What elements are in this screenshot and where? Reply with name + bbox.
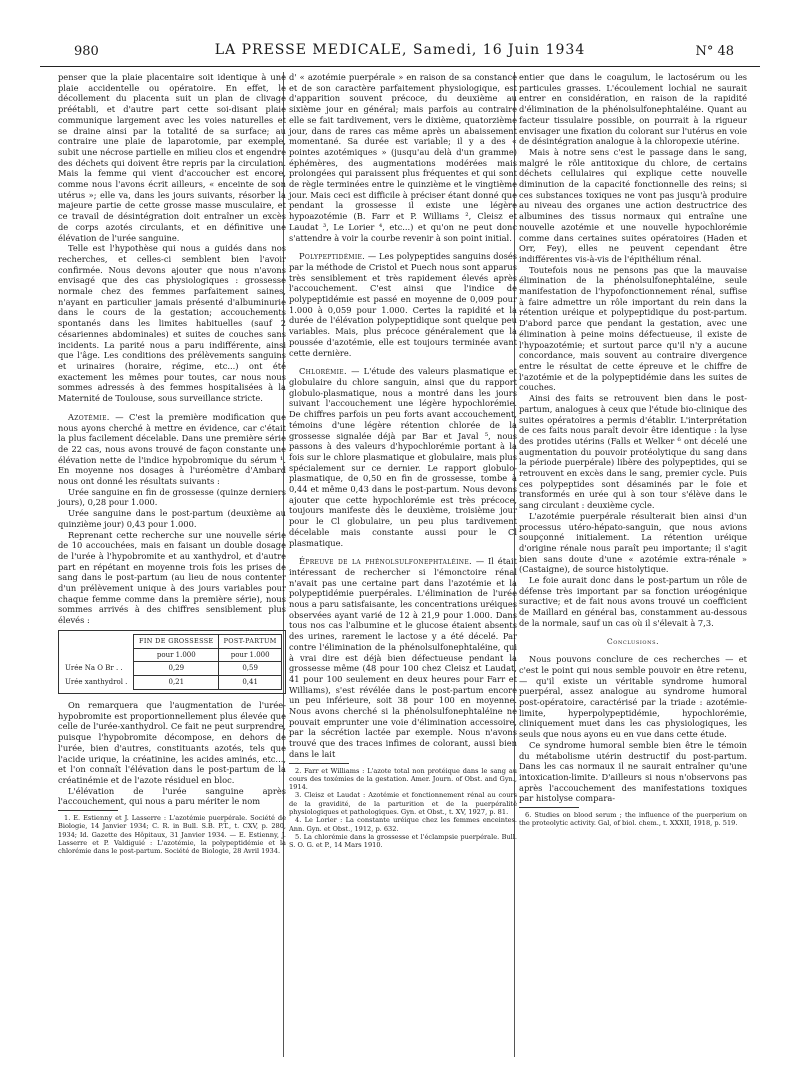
paragraph	[58, 412, 286, 487]
table-cell	[62, 648, 134, 662]
paragraph: Nous pouvons conclure de ces recherches — et c'est le point qui nous semble pouvoir en être retenu, — qu'il existe un véritable syndrome humoral puerpéral, assez analogue au syndrome humoral post-opératoire, caractérisé par la triade : azotémie-limite, hyperpolypeptidémie, hypochlorémie, cliniquement muet dans les cas physiologiques, les seuls que nous ayons eu en vue dans cette étude.	[519, 654, 747, 740]
paragraph-text: — C'est la première modification que nous ayons cherché à mettre en évidence, car c'était la plus facilement décelable. Dans une première série de 22 cas, nous avons trouvé de façon constante une élévation nette de l'indice hypobromique du sérum ¹. En moyenne nos dosages à l'uréomètre d'Ambard nous ont donné les résultats suivants :	[58, 411, 286, 487]
urea-table-frame	[58, 630, 286, 694]
paragraph-text: — Il était intéressant de rechercher si l'émonctoire rénal n'avait pas une certaine part dans l'azotémie et la polypeptidémie puerpérales. L'élimination de l'urée nous a paru satisfaisante, les concentrations uréiques observées ayant varié de 12 à 21,9 pour 1.000. Dans tous nos cas l'albumine et le glucose étaient absents des urines, rarement le lactose y a été décelé. Par contre l'élimination de la phénolsulfonephtaléine, qui à vrai dire est déjà bien défectueuse pendant la grossesse même (48 pour 100 chez Cleisz et Laudat, 41 pour 100 seulement en deux heures pour Farr et Williams), s'est révélée dans le post-partum encore un peu inférieure, soit 38 pour 100 en moyenne. Nous avons cherché si la phénolsulfonephtaléine ne pouvait emprunter une voie d'élimination accessoire, par la sécrétion lactée par exemple. Nous n'avons trouvé que des traces infimes de colorant, aussi bien dans le lait	[289, 556, 517, 759]
table-cell: 0,29	[134, 662, 219, 676]
column-2	[289, 72, 517, 850]
footnote: 5. La chlorémie dans la grossesse et l'éclampsie puerpérale. Bull. S. O. G. et P., 14 Mars 1910.	[289, 832, 517, 850]
table-cell: 0,59	[219, 662, 282, 676]
paragraph	[289, 556, 517, 759]
urea-table	[62, 634, 282, 690]
footnote-separator	[289, 763, 349, 764]
footnote: 1. E. Estienny et J. Lasserre : L'azotémie puerpérale. Société de Biologie, 14 Janvier 1934; C. R. in Bull. S.B. P.T., t. CXV, p. 280, 1934; Id. Gazette des Hôpitaux, 31 Janvier 1934. — E. Estienny, J. Lasserre et P. Valdiguié : L'azotémie, la polypeptidémie et la chlorémie dans le post-partum. Société de Biologie, 28 Avril 1934.	[58, 814, 286, 856]
paragraph	[289, 366, 517, 548]
table-row-label: Urée Na O Br . .	[65, 664, 123, 673]
paragraph	[289, 251, 517, 358]
footnote: 4. Le Lorier : La constante uréique chez les femmes enceintes. Ann. Gyn. et Obst., 1912, p. 632.	[289, 816, 517, 833]
paragraph: Le foie aurait donc dans le post-partum un rôle de défense très important par sa fonction uréogénique suractive; et de fait nous avons trouvé un coefficient de Maillard en général bas, constamment au-dessous de la normale, sauf un cas où il s'élevait à 7,3.	[519, 575, 747, 628]
paragraph: Ce syndrome humoral semble bien être le témoin du métabolisme utérin destructif du post-partum. Dans les cas normaux il ne saurait entraîner qu'une intoxication-limite. D'ailleurs si nous n'observons pas après l'accouchement des manifestations toxiques par histolyse compara-	[519, 739, 747, 804]
paragraph: Reprenant cette recherche sur une nouvelle série de 10 accouchées, mais en faisant un double dosage de l'urée à l'hypobromite et au xanthydrol, et d'autre part en répétant en moyenne trois fois les prises de sang dans le post-partum (au lieu de nous contenter d'un prélèvement unique à des jours variables pour chaque femme comme dans la première série), nous sommes arrivés à des chiffres sensiblement plus élevés :	[58, 529, 286, 626]
section-heading: Épreuve de la phénolsulfonephtaléine.	[299, 556, 472, 567]
paragraph-text: — Les polypeptides sanguins dosés par la méthode de Cristol et Puech nous sont apparus très sensiblement et très rapidement élevés après l'accouchement. C'est ainsi que l'indice de polypeptidémie est passé en moyenne de 0,009 pour 1.000 à 0,059 pour 1.000. Certes la rapidité et la durée de l'élévation polypeptidique sont quelque peu variables. Mais, plus précoce généralement que la poussée d'azotémie, elle est toujours terminée avant cette dernière.	[289, 251, 517, 358]
section-heading: Conclusions.	[606, 636, 660, 646]
paragraph: On remarquera que l'augmentation de l'urée-hypobromite est proportionnellement plus élevée que celle de l'urée-xanthydrol. Ce fait ne peut surprendre, puisque l'hypobromite décompose, en dehors de l'urée, bien d'autres, constituants azotés, tels que l'acide urique, la créatinine, les acides aminés, etc..., et l'on connaît l'élévation dans le post-partum de la créatinémie et de l'azote résiduel en bloc.	[58, 700, 286, 785]
table-header: POST-PARTUM	[219, 634, 282, 648]
footnote: 6. Studies on blood serum ; the influence of the puerperium on the proteolytic activity. Gal, of biol. chem., t. XXXII, 1918, p. 519.	[519, 811, 747, 828]
paragraph: penser que la plaie placentaire soit identique à une plaie accidentelle ou opératoire. En effet, le décollement du placenta suit un plan de clivage préétabli, et d'autre part cette soi-disant plaie communique largement avec les voies naturelles et se draine ainsi par la totalité de sa surface; au contraire une plaie de laparotomie, par exemple, subit une nécrose partielle en milieu clos et engendre des déchets qui doivent être repris par la circulation. Mais la femme qui vient d'accoucher est encore, comme nous l'avons écrit ailleurs, « enceinte de son utérus »; elle va, dans les jours suivants, résorber la majeure partie de cette grosse masse musculaire, et ce travail de désintégration doit entraîner un excès de corps azotés circulants, et en définitive une élévation de l'urée sanguine.	[58, 72, 286, 243]
column-3	[519, 72, 747, 828]
header-rule	[40, 66, 760, 67]
table-row-label: Urée xanthydrol .	[65, 678, 128, 687]
paragraph: L'élévation de l'urée sanguine après l'accouchement, qui nous a paru mériter le nom	[58, 785, 286, 807]
section-heading: Polypeptidémie.	[299, 251, 366, 262]
footnote-separator	[519, 807, 579, 808]
footnote-separator	[58, 810, 118, 811]
paragraph: d' « azotémie puerpérale » en raison de sa constance et de son caractère parfaitement physiologique, est d'apparition souvent précoce, du deuxième au sixième jour en général; mais parfois au contraire elle se fait tardivement, vers le dixième, quatorzième jour, dans de rares cas même après un abaissement momentané. Sa durée est variable; il y a des « pointes azotémiques » (jusqu'au delà d'un gramme) éphémères, des augmentations modérées mais prolongées qui paraissent plus fréquentes et qui sont de règle terminées entre le quinzième et le vingtième jour. Mais ceci est difficile à préciser étant donné que pendant la grossesse il existe une légère hypoazotémie (B. Farr et P. Williams ², Cleisz et Laudat ³, Le Lorier ⁴, etc...) et qu'on ne peut donc s'attendre à voir la courbe revenir à son point initial.	[289, 72, 517, 243]
footnotes	[519, 811, 747, 828]
table-row	[62, 676, 282, 690]
issue-number: N° 48	[695, 44, 734, 59]
table-cell: pour 1.000	[219, 648, 282, 662]
page-header	[40, 42, 760, 66]
paragraph: entier que dans le coagulum, le lactosérum ou les particules grasses. L'écoulement lochial ne saurait entrer en considération, en raison de la rapidité d'élimination de la phénolsulfonephtaléine. Quant au facteur tissulaire possible, on pourrait à la rigueur envisager une fixation du colorant sur l'utérus en voie de désintégration analogue à la chloropexie utérine.	[519, 72, 747, 147]
paragraph: Mais à notre sens c'est le passage dans le sang, malgré le rôle antitoxique du chlore, de certains déchets cellulaires qui explique cette nouvelle diminution de la capacité fonctionnelle des reins; si ces substances toxiques ne vont pas jusqu'à produire au niveau des organes une action destructrice des albumines des tissus normaux qui entraîne une nouvelle azotémie et une nouvelle hypochlorémie comme dans certaines suites opératoires (Haden et Orr, Fey), elles ne peuvent cependant être indifférentes vis-à-vis de l'épithélium rénal.	[519, 146, 747, 264]
paragraph: Urée sanguine dans le post-partum (deuxième au quinzième jour) 0,43 pour 1.000.	[58, 508, 286, 529]
paragraph: Toutefois nous ne pensons pas que la mauvaise élimination de la phénolsulfonephtaléine, seule manifestation de l'hypofonctionnement rénal, suffise à faire admettre un rôle important du rein dans la rétention uréique et polypeptidique du post-partum. D'abord parce que pendant la gestation, avec une élimination à peine moins défectueuse, il existe de l'hypoazotémie; et surtout parce qu'il n'y a aucune concordance, mais souvent au contraire divergence entre le résultat de cette épreuve et le chiffre de l'azotémie et de la polypeptidémie dans les suites de couches.	[519, 264, 747, 393]
table-cell: 0,21	[134, 676, 219, 690]
column-1	[58, 72, 286, 856]
paragraph: Urée sanguine en fin de grossesse (quinze derniers jours), 0,28 pour 1.000.	[58, 486, 286, 508]
footnotes	[289, 767, 517, 850]
paragraph-text: — L'étude des valeurs plasmatique et globulaire du chlore sanguin, ainsi que du rapport globulo-plasmatique, nous a montré dans les jours suivant l'accouchement une légère hypochlorémie. De chiffres parfois un peu forts avant accouchement, témoins d'une légère rétention chlorée de la grossesse signalée déjà par Bar et Javal ⁵, nous passons à des valeurs d'hypochlorémie portant à la fois sur le chlore plasmatique et globulaire, mais plus spécialement sur ce dernier. Le rapport globulo-plasmatique, de 0,50 en fin de grossesse, tombe à 0,44 et même 0,43 dans le post-partum. Nous devons ajouter que cette hypochlorémie est très précoce, toujours manifeste dès le deuxième, troisième jour pour le Cl globulaire, un peu plus tardivement décelable mais constante aussi pour le Cl plasmatique.	[289, 366, 517, 548]
table-row	[62, 662, 282, 676]
footnote: 3. Cleisz et Laudat : Azotémie et fonctionnement rénal au cours de la gravidité, de la parturition et de la puerpéralité physiologiques et pathologiques. Gyn. et Obst., t. XV, 1927, p. 81.	[289, 791, 517, 817]
table-cell: pour 1.000	[134, 648, 219, 662]
journal-title: LA PRESSE MEDICALE, Samedi, 16 Juin 1934	[214, 42, 586, 58]
paragraph: Telle est l'hypothèse qui nous a guidés dans nos recherches, et celles-ci semblent bien l'avoir confirmée. Nous devons ajouter que nous n'avons envisagé que des cas physiologiques : grossesse normale chez des femmes parfaitement saines, n'ayant en particulier jamais présenté d'albuminurie dans le cours de la gestation; accouchements spontanés dans les limites habituelles (sauf 2 césariennes abdominales) et suites de couches sans incidents. La parité nous a paru indifférente, ainsi que l'âge. Les conditions des prélèvements sanguins et urinaires (horaire, régime, etc...) ont été exactement les mêmes pour toutes, car nous nous sommes adressés à des femmes hospitalisées à la Maternité de Toulouse, sous surveillance stricte.	[58, 243, 286, 404]
table-corner	[62, 634, 134, 648]
footnotes	[58, 814, 286, 855]
section-heading: Azotémie.	[68, 411, 110, 422]
paragraph: L'azotémie puerpérale résulterait bien ainsi d'un processus utéro-hépato-sanguin, que nous avions soupçonné initialement. La rétention uréique d'origine rénale nous paraît peu importante; il s'agit bien sans doute d'une « azotémie extra-rénale » (Castaigne), de source histolytique.	[519, 510, 747, 575]
table-header: FIN DE GROSSESSE	[134, 634, 219, 648]
paragraph: Ainsi des faits se retrouvent bien dans le post-partum, analogues à ceux que l'étude bio-clinique des suites opératoires a permis d'établir. L'interprétation de ces faits nous paraît devoir être identique : la lyse des protides utérins (Falls et Welker ⁶ ont décelé une augmentation du pouvoir protéolytique du sang dans la période puerpérale) libère des polypeptides, qui se retrouvent en excès dans le sang, premier cycle. Puis ces polypeptides sont désaminés par le foie et transformés en urée qui à son tour s'élève dans le sang circulant : deuxième cycle.	[519, 393, 747, 511]
table-cell: 0,41	[219, 676, 282, 690]
footnote: 2. Farr et Williams : L'azote total non protéique dans le sang au cours des toxémies de la gestation. Amer. Journ. of Obst. and Gyn., 1914.	[289, 766, 517, 792]
section-heading: Chlorémie.	[299, 366, 347, 377]
page-number: 980	[74, 44, 99, 59]
